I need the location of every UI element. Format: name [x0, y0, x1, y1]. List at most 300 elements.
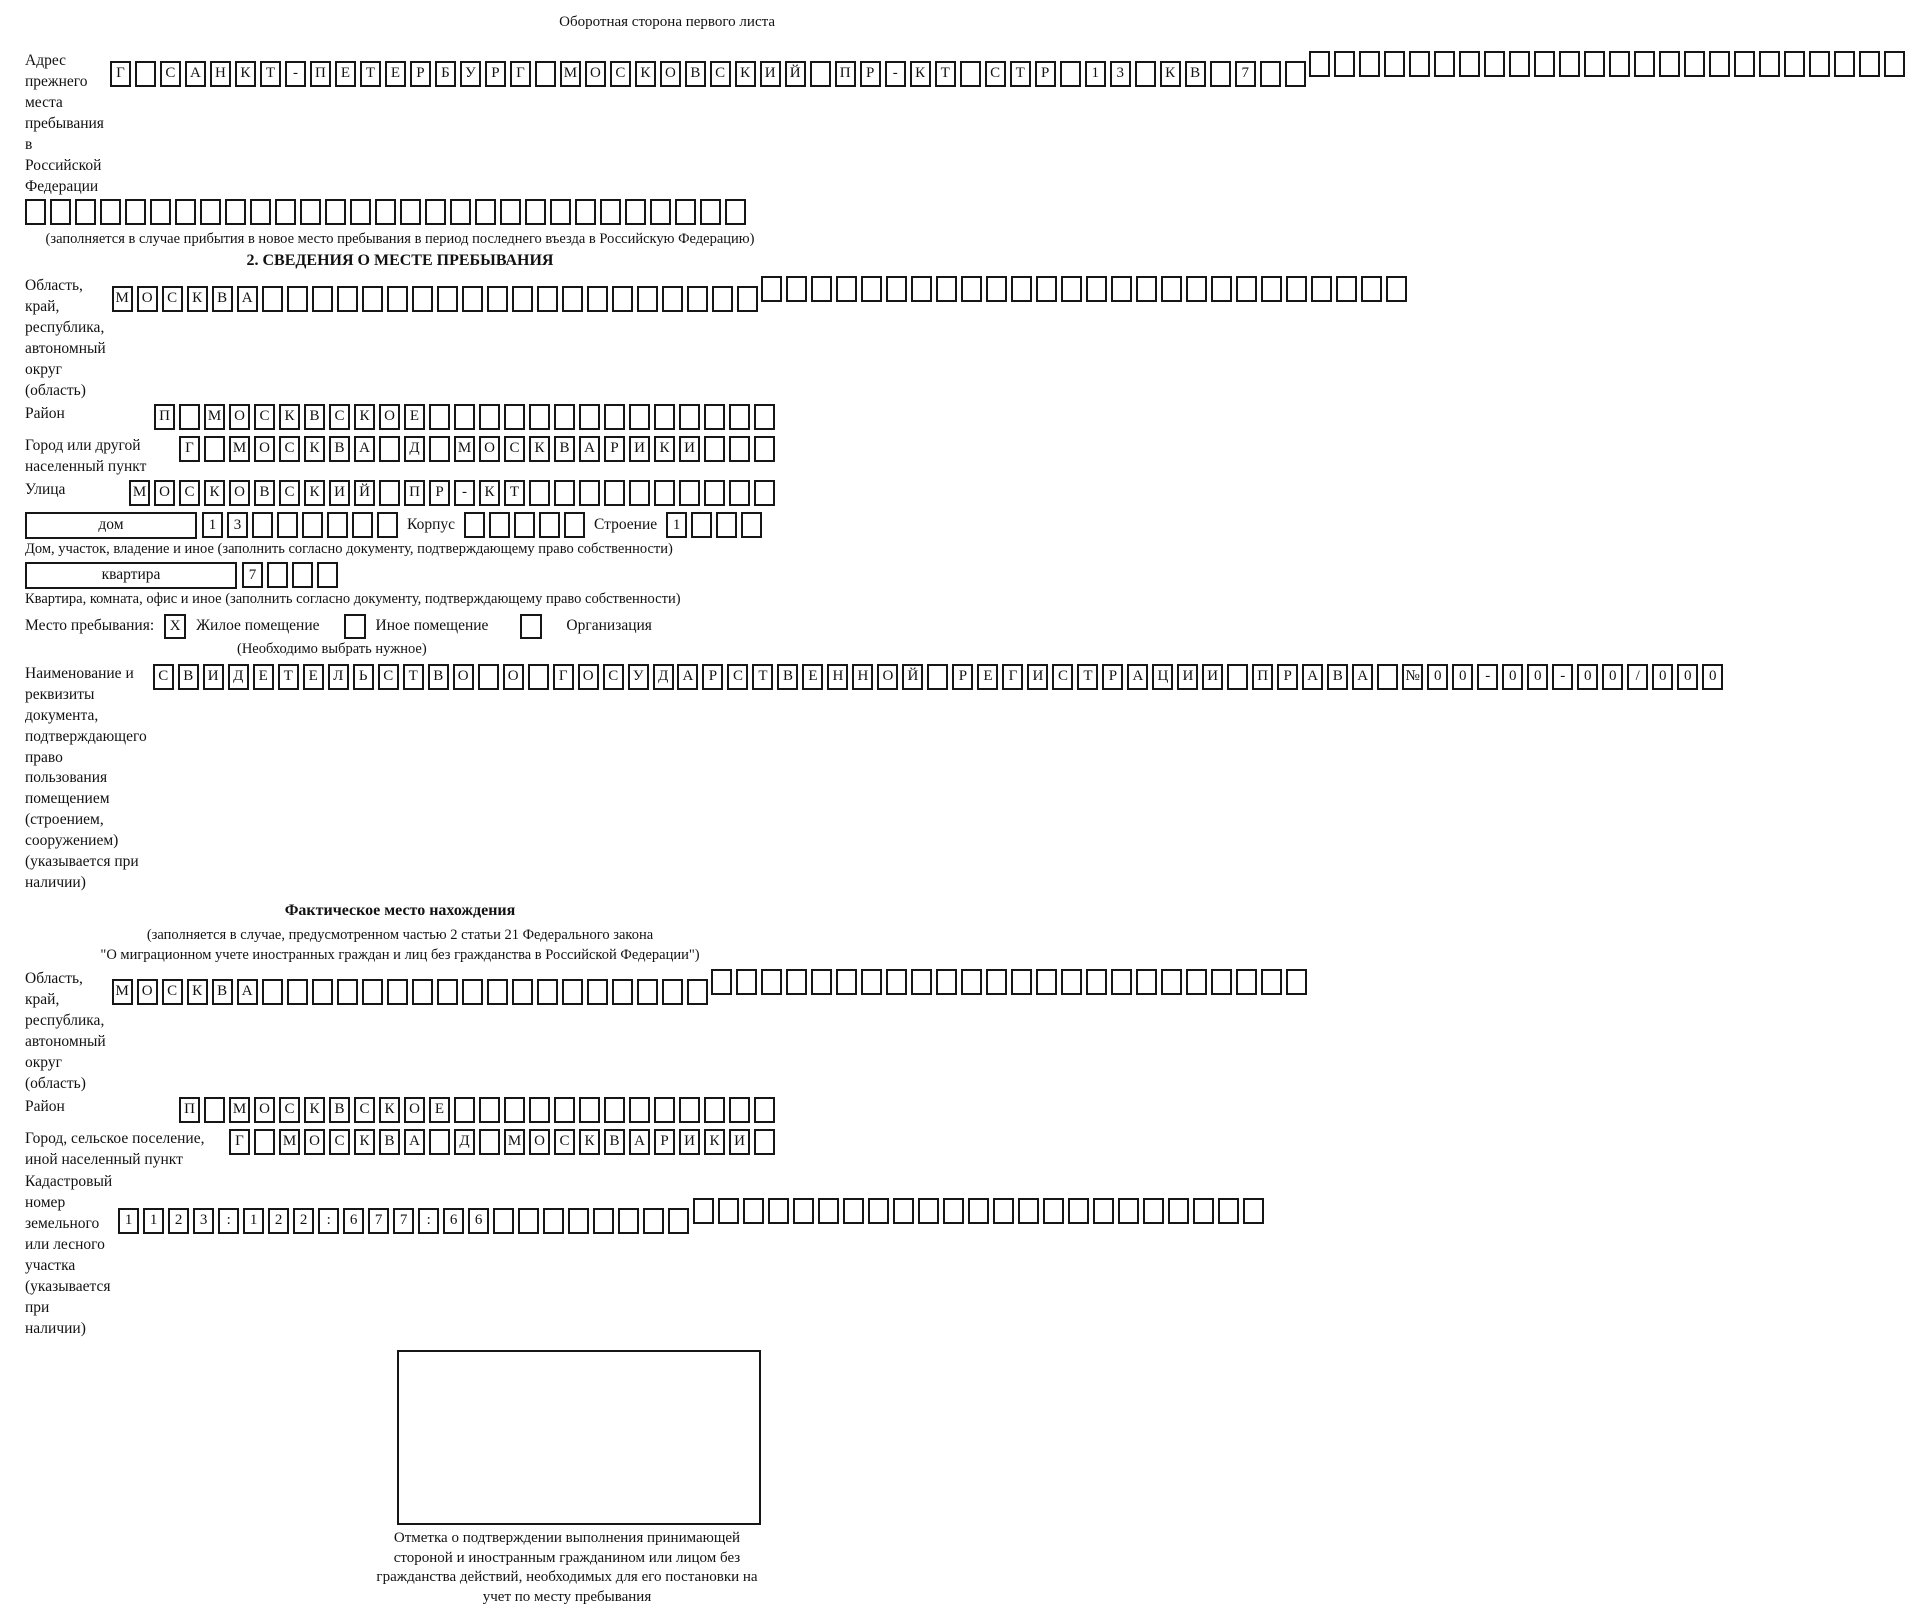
char-box: Т: [752, 664, 773, 690]
char-box: [811, 276, 832, 302]
char-box: [512, 979, 533, 1005]
char-box: [716, 512, 737, 538]
char-box: [437, 286, 458, 312]
char-box: И: [203, 664, 224, 690]
char-box: 0: [1577, 664, 1598, 690]
char-box: Е: [802, 664, 823, 690]
prev-address-note: (заполняется в случае прибытия в новое место пребывания в период последнего въезда в Российскую Федерацию): [45, 231, 755, 248]
fact-city-group: [25, 1129, 775, 1171]
char-box: Ь: [353, 664, 374, 690]
char-box: [704, 404, 725, 430]
char-box: Е: [253, 664, 274, 690]
char-box: Т: [1077, 664, 1098, 690]
char-box: [1609, 51, 1630, 77]
char-box: Д: [454, 1129, 475, 1155]
char-box: [1434, 51, 1455, 77]
char-box: [1260, 61, 1281, 87]
char-box: А: [579, 436, 600, 462]
char-box: В: [212, 979, 233, 1005]
char-box: К: [187, 979, 208, 1005]
char-box: О: [503, 664, 524, 690]
char-box: П: [404, 480, 425, 506]
char-box: В: [1327, 664, 1348, 690]
char-box: [861, 276, 882, 302]
char-box: [1118, 1198, 1139, 1224]
char-box: [754, 1097, 775, 1123]
char-box: [412, 286, 433, 312]
korpus-boxes: [464, 512, 585, 538]
char-box: [504, 404, 525, 430]
char-box: А: [185, 61, 206, 87]
char-box: 7: [368, 1208, 389, 1234]
char-box: [675, 199, 696, 225]
region-label: Область, край, республика, автономный округ (область): [25, 277, 106, 400]
cadastral-group: [25, 1172, 775, 1339]
char-box: [1384, 51, 1405, 77]
char-box: Г: [179, 436, 200, 462]
char-box: Й: [902, 664, 923, 690]
char-box: [487, 286, 508, 312]
char-box: [493, 1208, 514, 1234]
char-box: К: [187, 286, 208, 312]
char-box: 0: [1702, 664, 1723, 690]
char-box: [204, 1097, 225, 1123]
char-box: [462, 979, 483, 1005]
stroenie-label: Строение: [594, 516, 658, 534]
char-box: [275, 199, 296, 225]
street-row: [129, 480, 775, 506]
char-box: [1286, 969, 1307, 995]
char-box: С: [153, 664, 174, 690]
char-box: [1186, 276, 1207, 302]
char-box: [1086, 276, 1107, 302]
char-box: [868, 1198, 889, 1224]
char-box: [741, 512, 762, 538]
char-box: 3: [227, 512, 248, 538]
char-box: [1111, 276, 1132, 302]
char-box: Р: [702, 664, 723, 690]
char-box: П: [310, 61, 331, 87]
char-box: [768, 1198, 789, 1224]
stamp-caption: Отметка о подтверждении выполнения принимающей стороной и иностранным гражданином или лицом без гражданства действий, необходимых для его постановки на учет по месту пребывания: [376, 1529, 758, 1606]
char-box: [379, 480, 400, 506]
char-box: [150, 199, 171, 225]
char-box: В: [304, 404, 325, 430]
char-box: С: [603, 664, 624, 690]
char-box: [450, 199, 471, 225]
char-box: [317, 562, 338, 588]
apartment-type-box: квартира: [25, 562, 237, 589]
char-box: [478, 664, 499, 690]
char-box: [612, 286, 633, 312]
char-box: [1193, 1198, 1214, 1224]
street-group: [25, 480, 775, 510]
char-box: [362, 286, 383, 312]
char-box: [754, 404, 775, 430]
document-group: [25, 664, 1717, 894]
char-box: Е: [977, 664, 998, 690]
char-box: К: [304, 480, 325, 506]
street-label: Улица: [25, 480, 66, 498]
char-box: [1377, 664, 1398, 690]
char-box: [337, 286, 358, 312]
stamp-box: [397, 1350, 761, 1525]
document-row-3: [1202, 664, 1723, 690]
char-box: [629, 404, 650, 430]
city-group: [25, 436, 775, 478]
char-box: [579, 480, 600, 506]
char-box: [1734, 51, 1755, 77]
char-box: [986, 969, 1007, 995]
char-box: [1243, 1198, 1264, 1224]
char-box: Е: [385, 61, 406, 87]
char-box: [377, 512, 398, 538]
char-box: [1136, 276, 1157, 302]
char-box: С: [329, 404, 350, 430]
char-box: О: [229, 404, 250, 430]
char-box: [135, 61, 156, 87]
char-box: К: [579, 1129, 600, 1155]
char-box: Р: [1035, 61, 1056, 87]
char-box: В: [212, 286, 233, 312]
char-box: [836, 969, 857, 995]
char-box: [786, 276, 807, 302]
char-box: [961, 276, 982, 302]
char-box: 3: [193, 1208, 214, 1234]
char-box: Г: [553, 664, 574, 690]
char-box: А: [1352, 664, 1373, 690]
fact-district-group: [25, 1097, 775, 1127]
char-box: [292, 562, 313, 588]
house-number-boxes: [202, 512, 398, 538]
char-box: П: [835, 61, 856, 87]
char-box: [568, 1208, 589, 1234]
char-box: [1709, 51, 1730, 77]
char-box: П: [1252, 664, 1273, 690]
char-box: [818, 1198, 839, 1224]
char-box: О: [479, 436, 500, 462]
district-label: Район: [25, 404, 65, 422]
char-box: 0: [1427, 664, 1448, 690]
char-box: [579, 404, 600, 430]
char-box: Р: [1277, 664, 1298, 690]
char-box: К: [204, 480, 225, 506]
char-box: Р: [952, 664, 973, 690]
char-box: М: [204, 404, 225, 430]
char-box: [704, 436, 725, 462]
char-box: С: [554, 1129, 575, 1155]
char-box: В: [329, 436, 350, 462]
char-box: Е: [429, 1097, 450, 1123]
char-box: [691, 512, 712, 538]
char-box: В: [685, 61, 706, 87]
char-box: [352, 512, 373, 538]
char-box: [654, 404, 675, 430]
char-box: 0: [1652, 664, 1673, 690]
char-box: О: [154, 480, 175, 506]
char-box: [761, 969, 782, 995]
char-box: [679, 404, 700, 430]
char-box: С: [279, 436, 300, 462]
char-box: [262, 286, 283, 312]
char-box: [811, 969, 832, 995]
char-box: [637, 979, 658, 1005]
char-box: [754, 480, 775, 506]
char-box: [537, 286, 558, 312]
char-box: М: [229, 436, 250, 462]
char-box: О: [453, 664, 474, 690]
prev-address-label: Адрес прежнего места пребывания в Российской Федерации: [25, 52, 104, 195]
char-box: [711, 969, 732, 995]
cadastral-label: Кадастровый номер земельного или лесного участка (указывается при наличии): [25, 1173, 113, 1337]
char-box: [1036, 969, 1057, 995]
char-box: [604, 1097, 625, 1123]
char-box: [1261, 276, 1282, 302]
char-box: [968, 1198, 989, 1224]
char-box: [1759, 51, 1780, 77]
char-box: [327, 512, 348, 538]
other-premises-checkbox: [344, 614, 366, 639]
char-box: М: [112, 286, 133, 312]
char-box: 7: [1235, 61, 1256, 87]
actual-location-title: Фактическое место нахождения: [284, 901, 516, 919]
char-box: [1086, 969, 1107, 995]
char-box: [514, 512, 535, 538]
char-box: [1011, 276, 1032, 302]
char-box: Е: [404, 404, 425, 430]
char-box: К: [354, 404, 375, 430]
char-box: У: [628, 664, 649, 690]
char-box: [1136, 969, 1157, 995]
char-box: [267, 562, 288, 588]
residential-checkbox: X: [164, 614, 186, 639]
char-box: [387, 979, 408, 1005]
char-box: [1286, 276, 1307, 302]
char-box: [1161, 969, 1182, 995]
char-box: М: [454, 436, 475, 462]
char-box: [529, 404, 550, 430]
house-type-box: дом: [25, 512, 197, 539]
char-box: [1509, 51, 1530, 77]
char-box: [604, 480, 625, 506]
char-box: [1809, 51, 1830, 77]
char-box: [729, 1097, 750, 1123]
char-box: [600, 199, 621, 225]
char-box: 3: [1110, 61, 1131, 87]
char-box: [429, 436, 450, 462]
fact-city-label: Город, сельское поселение, иной населенный пункт: [25, 1129, 205, 1168]
char-box: К: [1160, 61, 1181, 87]
fact-city-row: [229, 1129, 775, 1155]
char-box: [1236, 276, 1257, 302]
char-box: [1386, 276, 1407, 302]
char-box: [743, 1198, 764, 1224]
char-box: [893, 1198, 914, 1224]
char-box: С: [279, 1097, 300, 1123]
char-box: [1534, 51, 1555, 77]
char-box: [1336, 276, 1357, 302]
char-box: [487, 979, 508, 1005]
organization-label: Организация: [566, 617, 652, 635]
char-box: Г: [1002, 664, 1023, 690]
cadastral-row-2: [693, 1198, 1264, 1224]
char-box: О: [529, 1129, 550, 1155]
char-box: Р: [604, 436, 625, 462]
char-box: В: [777, 664, 798, 690]
char-box: [462, 286, 483, 312]
apartment-note: Квартира, комната, офис и иное (заполнить согласно документу, подтверждающему право собственности): [25, 590, 681, 607]
char-box: Н: [827, 664, 848, 690]
char-box: [325, 199, 346, 225]
char-box: -: [885, 61, 906, 87]
char-box: [662, 979, 683, 1005]
char-box: [687, 979, 708, 1005]
section2-title: 2. СВЕДЕНИЯ О МЕСТЕ ПРЕБЫВАНИЯ: [246, 252, 554, 270]
char-box: [704, 480, 725, 506]
char-box: [593, 1208, 614, 1234]
char-box: М: [112, 979, 133, 1005]
char-box: А: [677, 664, 698, 690]
char-box: [302, 512, 323, 538]
char-box: [437, 979, 458, 1005]
char-box: С: [279, 480, 300, 506]
char-box: 1: [202, 512, 223, 538]
char-box: [679, 480, 700, 506]
actual-location-note: [25, 926, 775, 965]
char-box: О: [660, 61, 681, 87]
char-box: [729, 404, 750, 430]
char-box: О: [137, 286, 158, 312]
char-box: [1484, 51, 1505, 77]
char-box: Е: [335, 61, 356, 87]
char-box: С: [254, 404, 275, 430]
char-box: А: [354, 436, 375, 462]
char-box: И: [679, 436, 700, 462]
char-box: А: [237, 286, 258, 312]
char-box: /: [1627, 664, 1648, 690]
char-box: Т: [504, 480, 525, 506]
char-box: [254, 1129, 275, 1155]
char-box: [1036, 276, 1057, 302]
char-box: [650, 199, 671, 225]
char-box: [379, 436, 400, 462]
char-box: [312, 979, 333, 1005]
prev-address-rows: [110, 51, 1905, 91]
char-box: [579, 1097, 600, 1123]
char-box: Т: [1010, 61, 1031, 87]
char-box: У: [460, 61, 481, 87]
char-box: [312, 286, 333, 312]
char-box: [1359, 51, 1380, 77]
char-box: 0: [1452, 664, 1473, 690]
char-box: О: [254, 436, 275, 462]
house-line: [25, 512, 775, 539]
char-box: 0: [1602, 664, 1623, 690]
char-box: [277, 512, 298, 538]
char-box: [575, 199, 596, 225]
char-box: [754, 436, 775, 462]
char-box: О: [404, 1097, 425, 1123]
char-box: С: [504, 436, 525, 462]
char-box: С: [160, 61, 181, 87]
char-box: Г: [229, 1129, 250, 1155]
char-box: [737, 286, 758, 312]
char-box: [464, 512, 485, 538]
char-box: К: [704, 1129, 725, 1155]
char-box: Т: [935, 61, 956, 87]
region-row-1: [112, 286, 758, 312]
prev-address-row-2: [710, 61, 1306, 87]
char-box: О: [379, 404, 400, 430]
char-box: [1409, 51, 1430, 77]
char-box: 6: [468, 1208, 489, 1234]
char-box: И: [1027, 664, 1048, 690]
char-box: [668, 1208, 689, 1234]
char-box: [175, 199, 196, 225]
char-box: [1285, 61, 1306, 87]
actual-location-note-line2: "О миграционном учете иностранных граждан и лиц без гражданства в Российской Федерации"): [100, 946, 700, 963]
char-box: [918, 1198, 939, 1224]
char-box: К: [279, 404, 300, 430]
char-box: К: [635, 61, 656, 87]
char-box: Д: [653, 664, 674, 690]
char-box: Т: [260, 61, 281, 87]
stay-type-note: (Необходимо выбрать нужное): [237, 640, 427, 657]
korpus-label: Корпус: [407, 516, 455, 534]
char-box: [525, 199, 546, 225]
char-box: [287, 286, 308, 312]
char-box: В: [178, 664, 199, 690]
char-box: -: [454, 480, 475, 506]
char-box: 0: [1677, 664, 1698, 690]
char-box: О: [877, 664, 898, 690]
char-box: [1168, 1198, 1189, 1224]
district-row: [154, 404, 775, 430]
char-box: [518, 1208, 539, 1234]
char-box: [100, 199, 121, 225]
fact-region-row-2: [711, 969, 1307, 995]
char-box: [454, 404, 475, 430]
char-box: [1135, 61, 1156, 87]
char-box: [587, 979, 608, 1005]
char-box: [362, 979, 383, 1005]
stamp-area: [373, 1350, 761, 1608]
char-box: [1210, 61, 1231, 87]
char-box: [387, 286, 408, 312]
char-box: [927, 664, 948, 690]
char-box: [961, 969, 982, 995]
char-box: С: [179, 480, 200, 506]
char-box: В: [329, 1097, 350, 1123]
char-box: [1659, 51, 1680, 77]
char-box: [1068, 1198, 1089, 1224]
char-box: Л: [328, 664, 349, 690]
char-box: [554, 1097, 575, 1123]
char-box: С: [610, 61, 631, 87]
char-box: [537, 979, 558, 1005]
char-box: К: [379, 1097, 400, 1123]
char-box: Р: [860, 61, 881, 87]
char-box: И: [329, 480, 350, 506]
char-box: [250, 199, 271, 225]
char-box: [1211, 276, 1232, 302]
char-box: [625, 199, 646, 225]
char-box: М: [129, 480, 150, 506]
char-box: [125, 199, 146, 225]
char-box: М: [504, 1129, 525, 1155]
char-box: [550, 199, 571, 225]
prev-address-row-3: [1309, 51, 1905, 77]
